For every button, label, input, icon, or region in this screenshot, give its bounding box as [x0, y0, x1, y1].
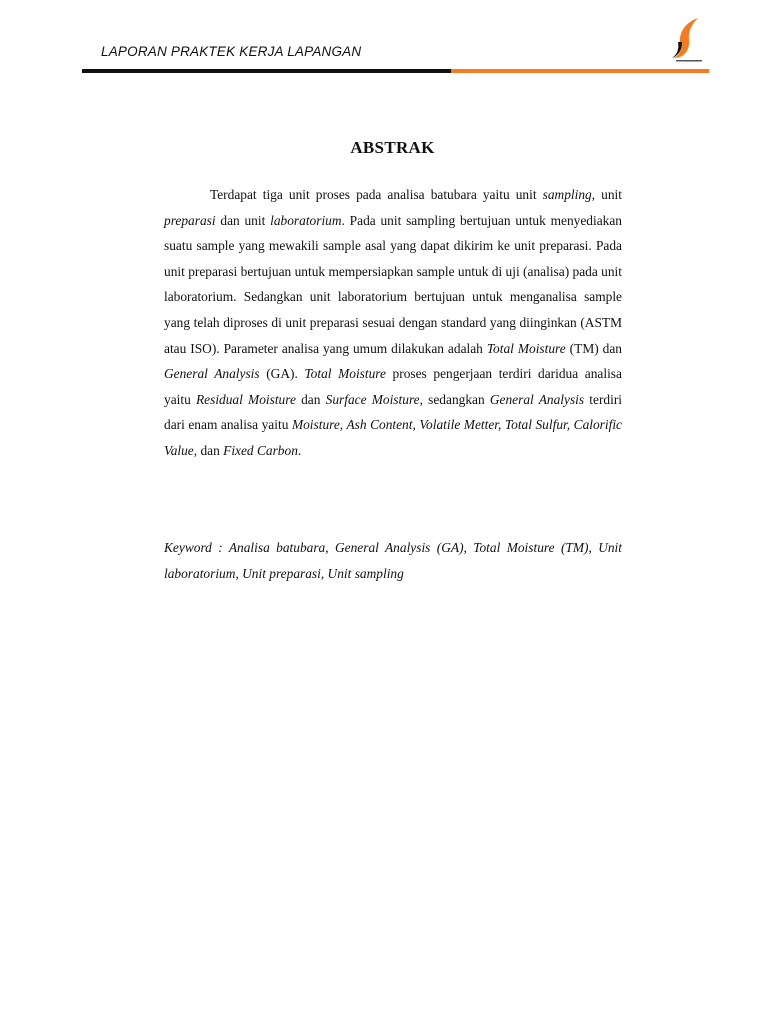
body-run: proses pengerjaan terdiri daridua analisa yaitu: [164, 366, 622, 407]
body-run: , sedangkan: [419, 391, 490, 407]
abstract-body: [164, 182, 622, 464]
header-rule-black: [82, 69, 451, 73]
body-run: terdiri dari enam analisa yaitu: [164, 391, 623, 433]
body-run: , unit: [591, 187, 622, 202]
body-run: dan: [197, 442, 224, 458]
italic-term: Fixed Carbon: [223, 442, 298, 458]
italic-term: General Analysis: [489, 391, 585, 407]
italic-term: preparasi: [164, 212, 216, 228]
italic-term: Surface Moisture: [325, 391, 420, 407]
body-run: . Pada unit sampling bertujuan untuk menyediakan suatu sample yang mewakili sample asal yang dapat dikirim ke unit preparasi. Pada unit preparasi bertujuan untuk mempersiapkan sample untuk di uji (analisa) pada unit laboratorium. Sedangkan unit laboratorium bertujuan untuk menganalisa sample yang telah diproses di unit preparasi sesuai dengan standard yang diinginkan (ASTM atau ISO). Parameter analisa yang umum dilakukan adalah: [164, 212, 622, 356]
header-title: LAPORAN PRAKTEK KERJA LAPANGAN: [101, 44, 362, 59]
italic-term: Moisture, Ash Content, Volatile Metter, Total Sulfur, Calorific Value,: [164, 417, 622, 458]
abstract-keywords: Keyword : Analisa batubara, General Analysis (GA), Total Moisture (TM), Unit laboratorium, Unit preparasi, Unit sampling: [164, 540, 622, 581]
header-rule-orange: [451, 69, 709, 73]
body-run: (GA).: [259, 366, 305, 382]
company-logo-icon: [668, 16, 708, 64]
body-run: (TM) dan: [565, 340, 622, 356]
italic-term: Total Moisture: [486, 340, 566, 356]
body-run: dan unit: [215, 212, 271, 228]
abstract-heading: ABSTRAK: [350, 138, 435, 157]
italic-term: Total Moisture: [304, 366, 386, 382]
header-rule: [82, 69, 709, 73]
body-run: .: [297, 442, 302, 458]
italic-term: sampling: [542, 187, 592, 202]
body-run: dan: [295, 391, 326, 407]
body-run: Terdapat tiga unit proses pada analisa batubara yaitu unit: [210, 187, 543, 202]
italic-term: Residual Moisture: [195, 391, 296, 407]
italic-term: laboratorium: [270, 212, 342, 228]
italic-term: General Analysis: [164, 366, 260, 382]
abstract-body-text: [164, 187, 622, 458]
